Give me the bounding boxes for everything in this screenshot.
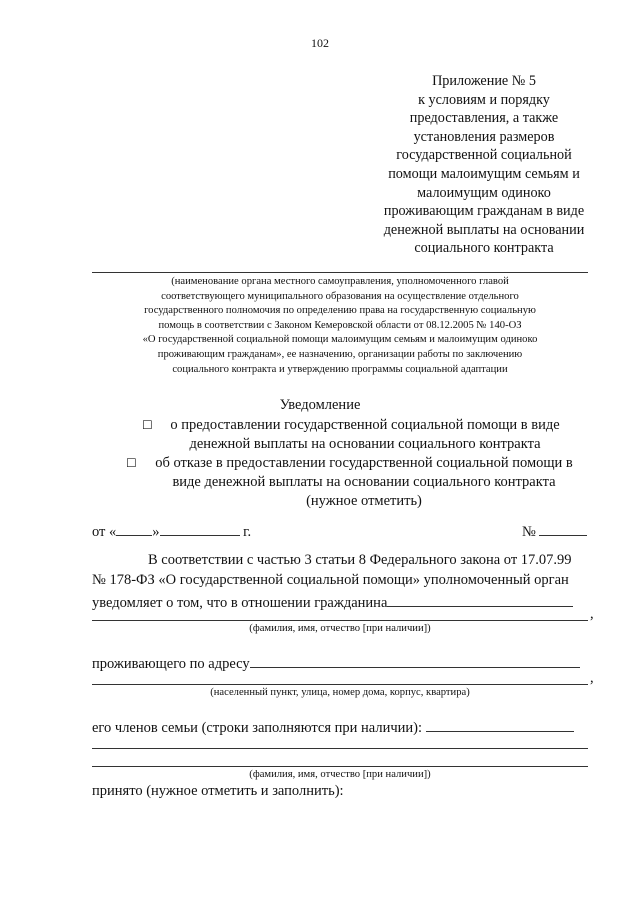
organ-caption-line: (наименование органа местного самоуправления, уполномоченного главой [171,276,509,287]
page-number: 102 [311,36,329,50]
address-row [92,653,580,673]
body-line-2: № 178-ФЗ «О государственной социальной помощи» уполномоченный орган [92,572,569,588]
option-refuse-line2: виде денежной выплаты на основании социального контракта [172,474,556,490]
mark-note: (нужное отметить) [306,493,422,509]
accepted-label: принято (нужное отметить и заполнить): [92,783,344,799]
organ-caption [92,275,588,377]
organ-name-field[interactable] [92,272,588,273]
citizen-field[interactable] [387,592,573,607]
checkbox-refuse[interactable]: ☐ [126,456,137,470]
caption-fio-family: (фамилия, имя, отчество [при наличии]) [249,769,431,780]
address-label: проживающего по адресу [92,656,250,672]
number-sign: № [522,524,536,540]
appendix-line: проживающим гражданам в виде [383,203,585,220]
family-field-3[interactable] [92,766,588,767]
citizen-intro: уведомляет о том, что в отношении гражданина [92,595,388,611]
appendix-line: денежной выплаты на основании [383,221,585,238]
comma: , [590,606,594,622]
date-prefix: от « [92,524,117,540]
address-field[interactable] [250,653,580,668]
appendix-line: малоимущим одиноко [417,184,551,201]
notice-title: Уведомление [279,397,361,413]
checkbox-provide[interactable]: ☐ [142,418,153,432]
date-month-year-field[interactable] [160,521,240,536]
date-mid: » [152,524,160,540]
family-field-2[interactable] [92,748,588,749]
address-field-continued[interactable] [92,684,588,685]
appendix-header [376,72,592,258]
option-refuse-line1: об отказе в предоставлении государственной социальной помощи в [155,455,573,471]
organ-caption-line: государственного полномочия по определению права на государственную социальную [144,305,536,317]
appendix-line: Приложение № 5 [432,73,536,89]
organ-caption-line: соответствующего муниципального образования на осуществление отдельного [161,290,519,302]
family-row [92,717,574,737]
appendix-line: предоставления, а также [409,110,559,127]
appendix-line: к условиям и порядку [418,91,550,108]
option-provide-line1: о предоставлении государственной социальной помощи в виде [170,417,560,433]
appendix-line: государственной социальной [396,147,572,164]
option-provide-line2: денежной выплаты на основании социального контракта [189,436,541,452]
date-suffix: г. [243,524,252,540]
document-number-field[interactable] [539,521,587,536]
comma: , [590,670,594,686]
organ-caption-line: помощь в соответствии с Законом Кемеровской области от 08.12.2005 № 140-ОЗ [158,319,522,331]
body-line-1: В соответствии с частью 3 статьи 8 Федерального закона от 17.07.99 [148,552,572,568]
organ-caption-line: «О государственной социальной помощи малоимущим семьям и малоимущим одиноко [142,334,538,346]
body-line-3 [92,592,573,612]
family-field-1[interactable] [426,717,574,732]
organ-caption-line: проживающим гражданам», ее назначению, организации работы по заключению [157,348,523,360]
caption-address: (населенный пункт, улица, номер дома, корпус, квартира) [210,687,470,698]
family-label: его членов семьи (строки заполняются при наличии): [92,720,422,736]
appendix-line: помощи малоимущим семьям и [388,165,580,182]
appendix-line: установления размеров [413,128,555,145]
date-row [92,521,251,541]
date-day-field[interactable] [116,521,152,536]
organ-caption-line: социального контракта и утверждению программы социальной адаптации [172,363,508,375]
appendix-line: социального контракта [414,240,554,257]
caption-fio: (фамилия, имя, отчество [при наличии]) [249,623,431,634]
citizen-field-continued[interactable] [92,620,588,621]
number-row [522,521,587,541]
